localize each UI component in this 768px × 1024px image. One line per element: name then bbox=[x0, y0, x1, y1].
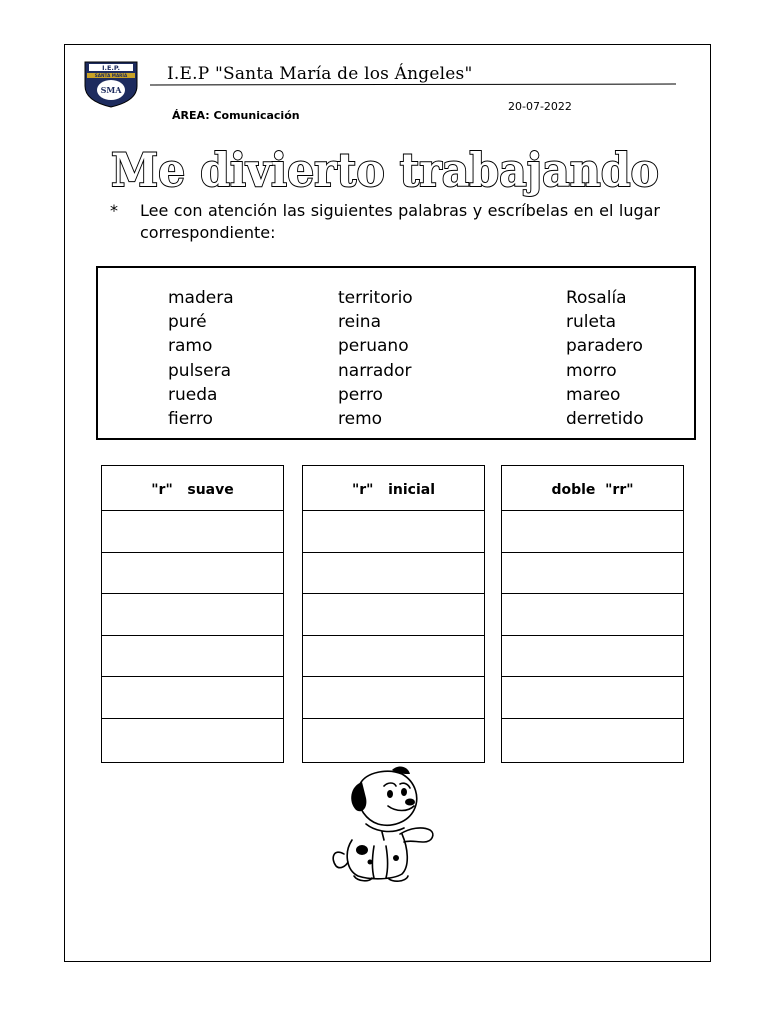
word: territorio bbox=[338, 288, 413, 308]
word: Rosalía bbox=[566, 288, 627, 308]
answer-cell[interactable] bbox=[303, 594, 484, 636]
word: derretido bbox=[566, 409, 644, 430]
svg-text:SANTA MARÍA: SANTA MARÍA bbox=[94, 73, 128, 79]
answer-cell[interactable] bbox=[502, 719, 683, 761]
header-divider bbox=[150, 83, 676, 87]
answer-cell[interactable] bbox=[102, 719, 283, 761]
answer-cell[interactable] bbox=[303, 636, 484, 678]
word: fierro bbox=[168, 409, 213, 430]
table-soft-r bbox=[101, 465, 284, 763]
table-header: "r" inicial bbox=[303, 466, 484, 511]
word: pulsera bbox=[168, 360, 232, 381]
subject-area: ÁREA: Comunicación bbox=[172, 109, 300, 122]
word: peruano bbox=[338, 336, 409, 357]
answer-cell[interactable] bbox=[102, 677, 283, 719]
svg-text:SMA: SMA bbox=[100, 85, 122, 95]
answer-cell[interactable] bbox=[102, 636, 283, 678]
answer-cell[interactable] bbox=[502, 677, 683, 719]
answer-cell[interactable] bbox=[502, 553, 683, 595]
answer-cell[interactable] bbox=[303, 719, 484, 761]
answer-cell[interactable] bbox=[102, 594, 283, 636]
word-column-3 bbox=[566, 286, 644, 431]
date-label: 20-07-2022 bbox=[508, 100, 572, 113]
school-crest-logo bbox=[82, 60, 140, 108]
word: madera bbox=[168, 288, 234, 308]
word: narrador bbox=[338, 360, 412, 381]
answer-cell[interactable] bbox=[303, 553, 484, 595]
word: remo bbox=[338, 409, 383, 430]
table-header: "r" suave bbox=[102, 466, 283, 511]
word: puré bbox=[168, 312, 207, 333]
svg-text:Me divierto trabajando: Me divierto trabajando bbox=[111, 143, 659, 197]
answer-cell[interactable] bbox=[502, 511, 683, 553]
answer-cell[interactable] bbox=[502, 636, 683, 678]
word: perro bbox=[338, 384, 383, 405]
word: ruleta bbox=[566, 312, 617, 333]
word: reina bbox=[338, 312, 381, 333]
instruction-text: Lee con atención las siguientes palabras y escríbelas en el lugar correspondiente: bbox=[140, 201, 660, 242]
word: mareo bbox=[566, 384, 621, 405]
school-name: I.E.P "Santa María de los Ángeles" bbox=[167, 64, 473, 84]
answer-cell[interactable] bbox=[303, 511, 484, 553]
table-double-rr bbox=[501, 465, 684, 763]
svg-text:I.E.P.: I.E.P. bbox=[102, 64, 120, 72]
answer-cell[interactable] bbox=[102, 511, 283, 553]
instruction-bullet: * bbox=[110, 201, 118, 220]
table-header: doble "rr" bbox=[502, 466, 683, 511]
instruction bbox=[110, 200, 660, 244]
word: paradero bbox=[566, 336, 643, 357]
table-initial-r bbox=[302, 465, 485, 763]
word-column-2 bbox=[338, 286, 413, 431]
answer-cell[interactable] bbox=[102, 553, 283, 595]
puppy-illustration bbox=[326, 762, 440, 884]
word: morro bbox=[566, 360, 617, 381]
word-column-1 bbox=[168, 286, 234, 431]
page-title bbox=[100, 140, 670, 200]
word: rueda bbox=[168, 384, 218, 405]
word: ramo bbox=[168, 336, 213, 357]
word-bank bbox=[96, 266, 696, 440]
answer-cell[interactable] bbox=[303, 677, 484, 719]
answer-cell[interactable] bbox=[502, 594, 683, 636]
